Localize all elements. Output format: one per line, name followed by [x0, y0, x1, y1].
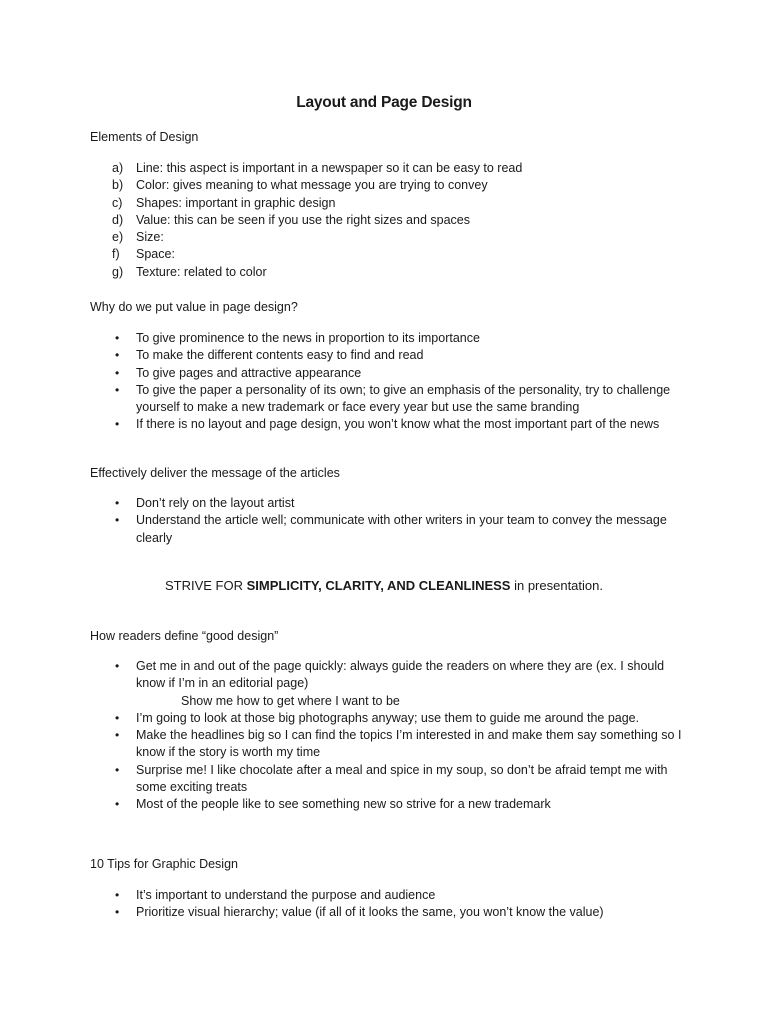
bullet-icon: •: [115, 797, 120, 812]
strive-emphasis: SIMPLICITY, CLARITY, AND CLEANLINESS: [246, 578, 511, 593]
list-item: • To give prominence to the news in proportion to its importance: [112, 330, 696, 347]
elements-list: [112, 160, 696, 281]
bullet-icon: •: [115, 710, 120, 725]
list-item: d) Value: this can be seen if you use the right sizes and spaces: [112, 212, 470, 227]
list-item: • Make the headlines big so I can find the topics I’m interested in and make them say something so I know if the story is worth my time: [115, 728, 682, 760]
list-item: • To make the different contents easy to find and read: [112, 347, 696, 364]
bullet-icon: •: [115, 659, 120, 673]
list-item: f) Space:: [112, 247, 175, 262]
list-item: a) Line: this aspect is important in a newspaper so it can be easy to read: [112, 161, 523, 175]
bullet-icon: •: [115, 762, 120, 777]
list-item: g) Texture: related to color: [112, 264, 267, 279]
page-title: Layout and Page Design: [296, 94, 472, 111]
bullet-icon: •: [115, 348, 120, 363]
list-item: • Prioritize visual hierarchy; value (if all of it looks the same, you won’t know the value): [112, 904, 696, 921]
bullet-icon: •: [115, 513, 120, 528]
list-item: c) Shapes: important in graphic design: [112, 195, 336, 210]
list-item: • If there is no layout and page design, you won’t know what the most important part of the news: [112, 416, 696, 433]
list-item: • To give pages and attractive appearance: [112, 365, 696, 382]
why-value-list: [112, 330, 696, 434]
list-item: • Understand the article well; communicate with other writers in your team to convey the message clearly: [115, 513, 667, 545]
list-item: • Surprise me! I like chocolate after a meal and spice in my soup, so don’t be afraid tempt me with some exciting treats: [115, 762, 668, 795]
bullet-icon: •: [115, 888, 120, 902]
deliver-list: [112, 495, 696, 547]
tips-list: [112, 887, 696, 922]
bullet-icon: •: [115, 728, 120, 743]
list-item: • I’m going to look at those big photographs anyway; use them to guide me around the page.: [112, 710, 696, 727]
bullet-icon: •: [115, 382, 120, 397]
section-heading-elements: Elements of Design: [90, 130, 199, 144]
list-item: b) Color: gives meaning to what message you are trying to convey: [112, 178, 488, 193]
bullet-icon: •: [115, 417, 120, 432]
bullet-icon: •: [115, 496, 120, 510]
bullet-icon: •: [115, 905, 120, 920]
list-item: e) Size:: [112, 230, 164, 245]
section-heading-why-value: Why do we put value in page design?: [90, 300, 298, 314]
section-heading-tips: 10 Tips for Graphic Design: [90, 857, 238, 871]
strive-statement: STRIVE FOR SIMPLICITY, CLARITY, AND CLEANLINESS in presentation.: [164, 578, 603, 593]
list-item: • It’s important to understand the purpose and audience: [112, 887, 696, 904]
sub-line: Show me how to get where I want to be: [181, 693, 400, 708]
list-item: • Don’t rely on the layout artist: [112, 495, 696, 512]
bullet-icon: •: [115, 331, 120, 345]
section-heading-deliver: Effectively deliver the message of the articles: [90, 466, 340, 480]
bullet-icon: •: [115, 365, 120, 380]
readers-list: [112, 658, 696, 814]
list-item: • To give the paper a personality of its own; to give an emphasis of the personality, try to challenge yourself to make a new trademark or face every year but use the same branding: [115, 382, 671, 415]
list-item: • Most of the people like to see something new so strive for a new trademark: [112, 796, 696, 813]
list-item: • Get me in and out of the page quickly: always guide the readers on where they are (ex. I should know if I’m in an editorial page) Show me how to get where I want to be: [112, 658, 696, 710]
section-heading-readers: How readers define “good design”: [90, 629, 279, 643]
